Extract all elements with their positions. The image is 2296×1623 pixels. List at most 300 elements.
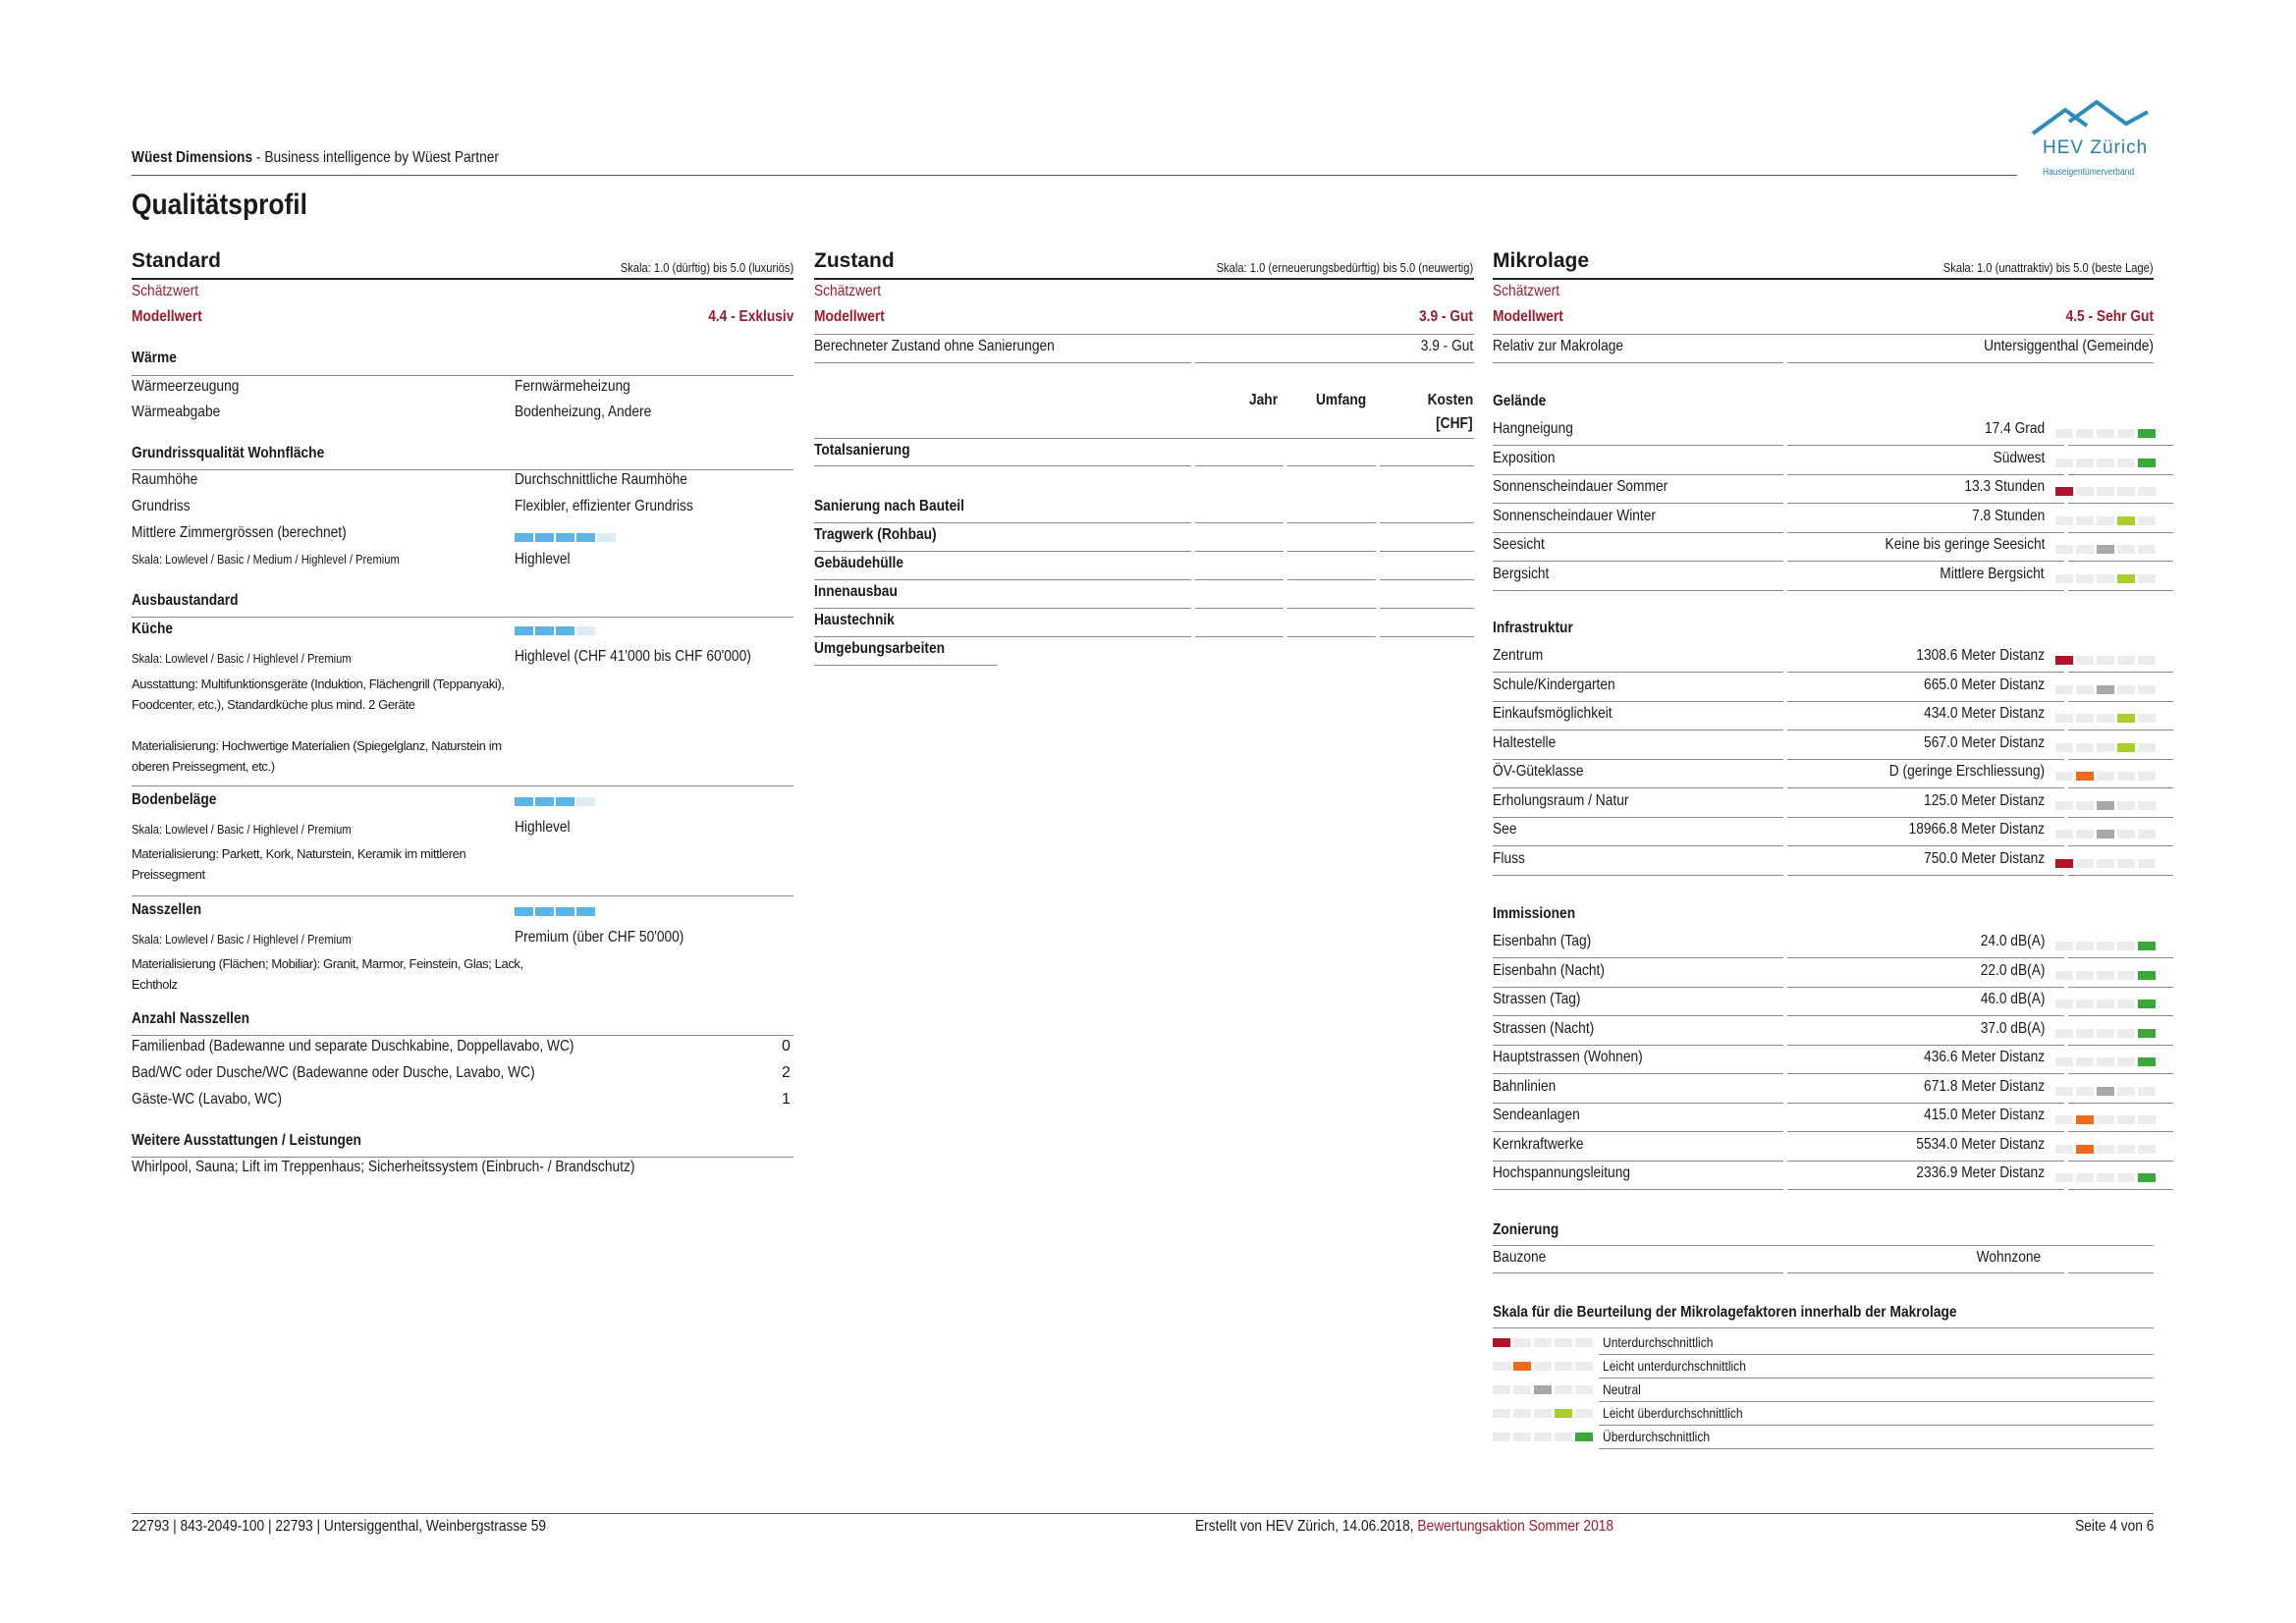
mikrolage-schaetzwert: Schätzwert [1493, 283, 1560, 299]
rating-segment [2117, 830, 2135, 839]
rating-segment [2097, 516, 2114, 525]
rating-segment [2076, 1057, 2094, 1066]
rating-segment [1575, 1433, 1593, 1441]
grid-line [814, 551, 1191, 552]
row-label: Bahnlinien [1493, 1077, 1557, 1095]
table-row [1493, 674, 2154, 702]
divider [132, 617, 793, 618]
berechnet-value: 3.9 - Gut [1420, 338, 1473, 354]
rating-segment [2117, 487, 2135, 496]
rating-segment [2055, 1000, 2073, 1008]
rating-segment [1555, 1433, 1572, 1441]
grid-line [814, 665, 997, 666]
table-row [1493, 731, 2154, 760]
mikrolage-modellwert-label: Modellwert [1493, 308, 1563, 325]
bauteil-row: Umgebungsarbeiten [814, 640, 946, 657]
brand-name: Wüest Dimensions [132, 149, 253, 166]
rating-segment [2097, 714, 2114, 723]
rating-segment [2097, 685, 2114, 694]
grundriss-row-label: Grundriss [132, 498, 191, 514]
boden-title: Bodenbeläge [132, 791, 217, 808]
standard-schaetzwert: Schätzwert [132, 283, 199, 299]
rating-segment [2117, 1145, 2135, 1154]
zustand-modellwert-label: Modellwert [814, 308, 885, 325]
grid-line [1287, 579, 1376, 580]
legend-divider [1599, 1448, 2154, 1449]
legend-label: Neutral [1603, 1381, 1641, 1397]
rating-segment [2055, 714, 2073, 723]
row-label: Schule/Kindergarten [1493, 676, 1615, 693]
zimmer-value: Highlevel [515, 551, 571, 568]
table-row [1493, 1104, 2154, 1132]
rating-segment [2117, 656, 2135, 665]
level-segment [535, 533, 554, 542]
rating-segment [2055, 574, 2073, 583]
row-label: Sonnenscheindauer Winter [1493, 507, 1656, 524]
bauzone-value: Wohnzone [1976, 1249, 2041, 1266]
rating-segment [2117, 1173, 2135, 1182]
rating-segment [2097, 1145, 2114, 1154]
rating-segment [2097, 942, 2114, 950]
grid-line [814, 579, 1191, 580]
rating-segment [2117, 1057, 2135, 1066]
bauteil-row: Haustechnik [814, 612, 895, 628]
roof-icon [2028, 98, 2156, 137]
rating-segment [2076, 859, 2094, 868]
waerme-row-label: Wärmeerzeugung [132, 378, 240, 395]
table-row [1493, 702, 2154, 730]
divider [1493, 1327, 2154, 1328]
row-label: Kernkraftwerke [1493, 1135, 1584, 1153]
row-divider [1787, 875, 2064, 876]
row-label: Hauptstrassen (Wohnen) [1493, 1049, 1643, 1065]
rating-segment [2097, 459, 2114, 467]
rating-segment [2076, 801, 2094, 810]
rating-segment [2076, 1087, 2094, 1096]
rating-segment [1513, 1409, 1531, 1418]
footer-left: 22793 | 843-2049-100 | 22793 | Untersiggenthal, Weinbergstrasse 59 [132, 1518, 547, 1535]
footer-center-text: Erstellt von HEV Zürich, 14.06.2018, [1195, 1518, 1418, 1535]
divider [814, 438, 1474, 439]
row-value: 18966.8 Meter Distanz [1908, 821, 2045, 838]
rating-segment [2076, 1115, 2094, 1124]
rating-segment [2117, 574, 2135, 583]
zustand-schaetzwert: Schätzwert [814, 283, 882, 299]
row-value: 1308.6 Meter Distanz [1916, 647, 2045, 664]
rating-segment [2055, 1115, 2073, 1124]
rating-segment [2055, 545, 2073, 554]
rating-segment [2117, 545, 2135, 554]
rating-segment [2117, 743, 2135, 752]
divider [814, 334, 1474, 335]
divider [1493, 1272, 1783, 1273]
row-label: Strassen (Tag) [1493, 991, 1581, 1007]
table-row [1493, 818, 2154, 846]
col-umfang: Umfang [1316, 392, 1367, 408]
rating-segment [2076, 656, 2094, 665]
grid-line [1195, 551, 1284, 552]
bauteil-row: Gebäudehülle [814, 555, 903, 571]
grid-line [1380, 579, 1474, 580]
row-label: ÖV-Güteklasse [1493, 763, 1584, 780]
weitere-value: Whirlpool, Sauna; Lift im Treppenhaus; Sicherheitssystem (Einbruch- / Brandschutz) [132, 1159, 635, 1175]
grid-line [1380, 608, 1474, 609]
divider [1195, 362, 1474, 363]
legend-label: Überdurchschnittlich [1603, 1429, 1711, 1444]
row-label: Hochspannungsleitung [1493, 1164, 1631, 1181]
table-row [1493, 1133, 2154, 1162]
hev-logo [2023, 98, 2160, 187]
kueche-scale: Skala: Lowlevel / Basic / Highlevel / Premium [132, 651, 352, 666]
row-value: 434.0 Meter Distanz [1923, 705, 2045, 722]
row-label: Seesicht [1493, 536, 1545, 553]
row-value: 13.3 Stunden [1964, 478, 2045, 495]
level-segment [515, 907, 533, 916]
rating-segment [2076, 487, 2094, 496]
rating-segment [2097, 772, 2114, 781]
row-label: Exposition [1493, 449, 1556, 466]
rating-segment [1575, 1385, 1593, 1394]
ausbau-title: Ausbaustandard [132, 592, 239, 609]
rating-segment [2138, 685, 2156, 694]
nass-title: Nasszellen [132, 901, 202, 918]
rating-segment [2097, 545, 2114, 554]
rating-segment [2138, 743, 2156, 752]
grid-line [1287, 608, 1376, 609]
rating-segment [1534, 1385, 1552, 1394]
level-segment [576, 907, 595, 916]
rating-segment [2076, 459, 2094, 467]
row-label: Eisenbahn (Nacht) [1493, 961, 1605, 979]
mikrolage-rule [1493, 278, 2154, 280]
divider [2068, 1272, 2154, 1273]
standard-rule [132, 278, 793, 280]
row-value: 5534.0 Meter Distanz [1916, 1135, 2045, 1153]
rating-segment [2076, 714, 2094, 723]
level-segment [556, 533, 574, 542]
table-row [1493, 447, 2154, 475]
table-row [1493, 930, 2154, 958]
rating-segment [1575, 1362, 1593, 1371]
grid-line [814, 608, 1191, 609]
row-value: 2336.9 Meter Distanz [1916, 1164, 2045, 1181]
waerme-row-label: Wärmeabgabe [132, 404, 221, 420]
row-value: Keine bis geringe Seesicht [1885, 536, 2045, 553]
row-value: 750.0 Meter Distanz [1923, 849, 2045, 867]
footer-center [1195, 1518, 1681, 1536]
row-divider [1493, 1189, 1783, 1190]
waerme-title: Wärme [132, 350, 177, 366]
rating-segment [2055, 1057, 2073, 1066]
grid-line [1195, 579, 1284, 580]
anzahl-row-value: 2 [782, 1064, 791, 1081]
rating-segment [2097, 743, 2114, 752]
weitere-title: Weitere Ausstattungen / Leistungen [132, 1132, 361, 1149]
rating-segment [2097, 656, 2114, 665]
grid-line [1195, 636, 1284, 637]
gelaende-title: Gelände [1493, 393, 1547, 409]
zonierung-title: Zonierung [1493, 1221, 1559, 1238]
table-row [1493, 475, 2154, 504]
rating-segment [1534, 1362, 1552, 1371]
rating-segment [2076, 1029, 2094, 1038]
row-value: D (geringe Erschliessung) [1888, 763, 2045, 780]
rating-segment [1493, 1433, 1510, 1441]
row-value: 671.8 Meter Distanz [1923, 1077, 2045, 1095]
level-segment [576, 533, 595, 542]
row-label: Sonnenscheindauer Sommer [1493, 478, 1668, 495]
rating-segment [2117, 1029, 2135, 1038]
brand-tagline: - Business intelligence by Wüest Partner [252, 149, 499, 166]
anzahl-row-label: Gäste-WC (Lavabo, WC) [132, 1091, 282, 1108]
rating-segment [2055, 685, 2073, 694]
grid-line [1195, 522, 1284, 523]
row-value: 415.0 Meter Distanz [1923, 1107, 2045, 1123]
rating-segment [2138, 1029, 2156, 1038]
row-divider [2068, 875, 2173, 876]
col-kosten: Kosten [1427, 392, 1473, 408]
table-row [1493, 789, 2154, 818]
standard-modellwert-value: 4.4 - Exklusiv [707, 308, 793, 325]
rating-segment [2055, 1145, 2073, 1154]
rating-segment [2076, 772, 2094, 781]
rating-segment [1493, 1338, 1510, 1347]
rating-segment [1534, 1409, 1552, 1418]
rating-segment [2097, 1115, 2114, 1124]
anzahl-title: Anzahl Nasszellen [132, 1010, 250, 1027]
divider [132, 375, 793, 376]
rating-segment [2055, 516, 2073, 525]
col-jahr: Jahr [1249, 392, 1279, 408]
row-label: Hangneigung [1493, 420, 1573, 437]
row-value: Südwest [1993, 449, 2045, 466]
bauteil-row: Innenausbau [814, 583, 898, 600]
row-label: Eisenbahn (Tag) [1493, 933, 1592, 949]
rating-segment [1555, 1409, 1572, 1418]
table-row [1493, 1075, 2154, 1104]
rating-segment [1555, 1385, 1572, 1394]
boden-value: Highlevel [515, 819, 571, 836]
row-value: 665.0 Meter Distanz [1923, 676, 2045, 693]
rating-segment [1534, 1338, 1552, 1347]
rating-segment [2117, 942, 2135, 950]
header-brand [132, 149, 559, 167]
row-label: Einkaufsmöglichkeit [1493, 705, 1613, 722]
table-row [1493, 988, 2154, 1016]
rating-segment [1555, 1362, 1572, 1371]
level-segment [515, 533, 533, 542]
divider [1493, 362, 1783, 363]
grundriss-row-value: Flexibler, effizienter Grundriss [515, 498, 693, 514]
mikrolage-scale: Skala: 1.0 (unattraktiv) bis 5.0 (beste Lage) [1943, 260, 2154, 275]
row-value: 37.0 dB(A) [1980, 1019, 2045, 1037]
table-row [1493, 847, 2154, 876]
grid-line [1195, 465, 1284, 466]
rating-segment [2055, 942, 2073, 950]
zustand-modellwert-value: 3.9 - Gut [1418, 308, 1473, 325]
rating-segment [2138, 971, 2156, 980]
level-segment [535, 626, 554, 635]
grid-line [1287, 636, 1376, 637]
divider [1493, 334, 2154, 335]
rating-segment [2055, 656, 2073, 665]
boden-scale: Skala: Lowlevel / Basic / Highlevel / Premium [132, 822, 352, 837]
boden-material: Materialisierung: Parkett, Kork, Naturstein, Keramik im mittleren Preissegment [132, 846, 466, 882]
rating-segment [2076, 1145, 2094, 1154]
rating-segment [2076, 743, 2094, 752]
rating-segment [2138, 859, 2156, 868]
rating-segment [1493, 1385, 1510, 1394]
bauteil-row: Tragwerk (Rohbau) [814, 526, 937, 543]
rating-segment [2097, 574, 2114, 583]
rating-segment [2117, 714, 2135, 723]
grid-line [1380, 465, 1474, 466]
nass-material: Materialisierung (Flächen; Mobiliar): Granit, Marmor, Feinstein, Glas; Lack, Echtholz [132, 956, 523, 992]
rating-segment [2097, 859, 2114, 868]
rating-segment [2117, 772, 2135, 781]
standard-title: Standard [132, 249, 222, 272]
footer-rule [132, 1513, 2154, 1514]
rating-segment [2076, 574, 2094, 583]
grid-line [1287, 522, 1376, 523]
rating-segment [2117, 685, 2135, 694]
table-row [1493, 417, 2154, 446]
rating-segment [1513, 1433, 1531, 1441]
row-label: Zentrum [1493, 647, 1544, 664]
table-row [1493, 644, 2154, 673]
col-chf: [CHF] [1436, 415, 1473, 432]
relativ-value: Untersiggenthal (Gemeinde) [1984, 338, 2154, 354]
rating-segment [2138, 772, 2156, 781]
rating-segment [2055, 801, 2073, 810]
zustand-scale: Skala: 1.0 (erneuerungsbedürftig) bis 5.0 (neuwertig) [1216, 260, 1473, 275]
rating-segment [2055, 859, 2073, 868]
kueche-ausstattung: Ausstattung: Multifunktionsgeräte (Induktion, Flächengrill (Teppanyaki), Foodcenter, etc.), Standardküche plus mind. 2 Geräte [132, 676, 505, 712]
grid-line [814, 522, 1191, 523]
row-label: Haltestelle [1493, 733, 1557, 751]
rating-segment [1534, 1433, 1552, 1441]
zustand-rule [814, 278, 1474, 280]
grid-line [1195, 608, 1284, 609]
rating-segment [1513, 1385, 1531, 1394]
grid-line [814, 465, 1191, 466]
rating-segment [2076, 429, 2094, 438]
rating-segment [2138, 801, 2156, 810]
grid-line [1380, 522, 1474, 523]
mikrolage-modellwert-value: 4.5 - Sehr Gut [2065, 308, 2154, 325]
legend-item [1493, 1331, 2154, 1355]
rating-segment [2055, 459, 2073, 467]
level-segment [556, 907, 574, 916]
row-value: 436.6 Meter Distanz [1923, 1049, 2045, 1065]
row-value: 24.0 dB(A) [1980, 933, 2045, 949]
divider [132, 469, 793, 470]
rating-segment [2117, 1087, 2135, 1096]
rating-segment [2076, 1173, 2094, 1182]
rating-segment [2076, 516, 2094, 525]
divider [132, 895, 793, 896]
table-row [1493, 1046, 2154, 1074]
divider [1493, 1245, 2154, 1246]
rating-segment [1513, 1338, 1531, 1347]
table-row [1493, 505, 2154, 533]
rating-segment [2138, 574, 2156, 583]
grid-line [1380, 551, 1474, 552]
waerme-row-value: Bodenheizung, Andere [515, 404, 652, 420]
rating-segment [2076, 545, 2094, 554]
rating-segment [1513, 1362, 1531, 1371]
row-value: 22.0 dB(A) [1980, 961, 2045, 979]
grid-line [1287, 465, 1376, 466]
logo-name: HEV Zürich [2043, 137, 2149, 158]
divider [1787, 1272, 2064, 1273]
rating-segment [2138, 1115, 2156, 1124]
legend-label: Leicht unterdurchschnittlich [1603, 1358, 1746, 1374]
row-divider [1493, 875, 1783, 876]
row-value: Mittlere Bergsicht [1940, 565, 2045, 582]
level-segment [597, 533, 616, 542]
rating-segment [2117, 859, 2135, 868]
page-title: Qualitätsprofil [132, 189, 307, 221]
rating-segment [2097, 1087, 2114, 1096]
standard-scale: Skala: 1.0 (dürftig) bis 5.0 (luxuriös) [620, 260, 793, 275]
nass-value: Premium (über CHF 50'000) [515, 929, 684, 946]
rating-segment [2097, 971, 2114, 980]
row-label: Erholungsraum / Natur [1493, 791, 1629, 809]
divider [814, 362, 1191, 363]
table-row [1493, 1162, 2154, 1190]
rating-segment [2076, 685, 2094, 694]
row-value: 7.8 Stunden [1971, 507, 2045, 524]
anzahl-row-label: Bad/WC oder Dusche/WC (Badewanne oder Dusche, Lavabo, WC) [132, 1064, 535, 1081]
rating-segment [2138, 830, 2156, 839]
rating-segment [2097, 487, 2114, 496]
legend-item [1493, 1402, 2154, 1426]
row-label: Sendeanlagen [1493, 1107, 1580, 1123]
level-segment [535, 797, 554, 806]
rating-segment [2117, 429, 2135, 438]
row-divider [1787, 1189, 2064, 1190]
rating-segment [2138, 487, 2156, 496]
rating-segment [2117, 516, 2135, 525]
rating-segment [2097, 429, 2114, 438]
immissionen-title: Immissionen [1493, 905, 1576, 922]
row-label: See [1493, 821, 1517, 838]
table-row [1493, 563, 2154, 591]
row-value: 125.0 Meter Distanz [1923, 791, 2045, 809]
rating-segment [2138, 459, 2156, 467]
table-row [1493, 533, 2154, 562]
rating-segment [2055, 487, 2073, 496]
bauteil-title: Sanierung nach Bauteil [814, 498, 964, 514]
rating-segment [2055, 830, 2073, 839]
row-label: Bergsicht [1493, 565, 1550, 582]
level-segment [535, 907, 554, 916]
rating-segment [2138, 545, 2156, 554]
rating-segment [2097, 1173, 2114, 1182]
row-value: 46.0 dB(A) [1980, 991, 2045, 1007]
berechnet-label: Berechneter Zustand ohne Sanierungen [814, 338, 1055, 354]
infra-title: Infrastruktur [1493, 620, 1573, 636]
anzahl-row-value: 0 [782, 1038, 791, 1055]
rating-segment [2138, 714, 2156, 723]
rating-segment [2055, 1087, 2073, 1096]
rating-segment [2076, 942, 2094, 950]
rating-segment [2117, 801, 2135, 810]
table-row [1493, 760, 2154, 788]
divider [132, 785, 793, 786]
rating-segment [2076, 971, 2094, 980]
